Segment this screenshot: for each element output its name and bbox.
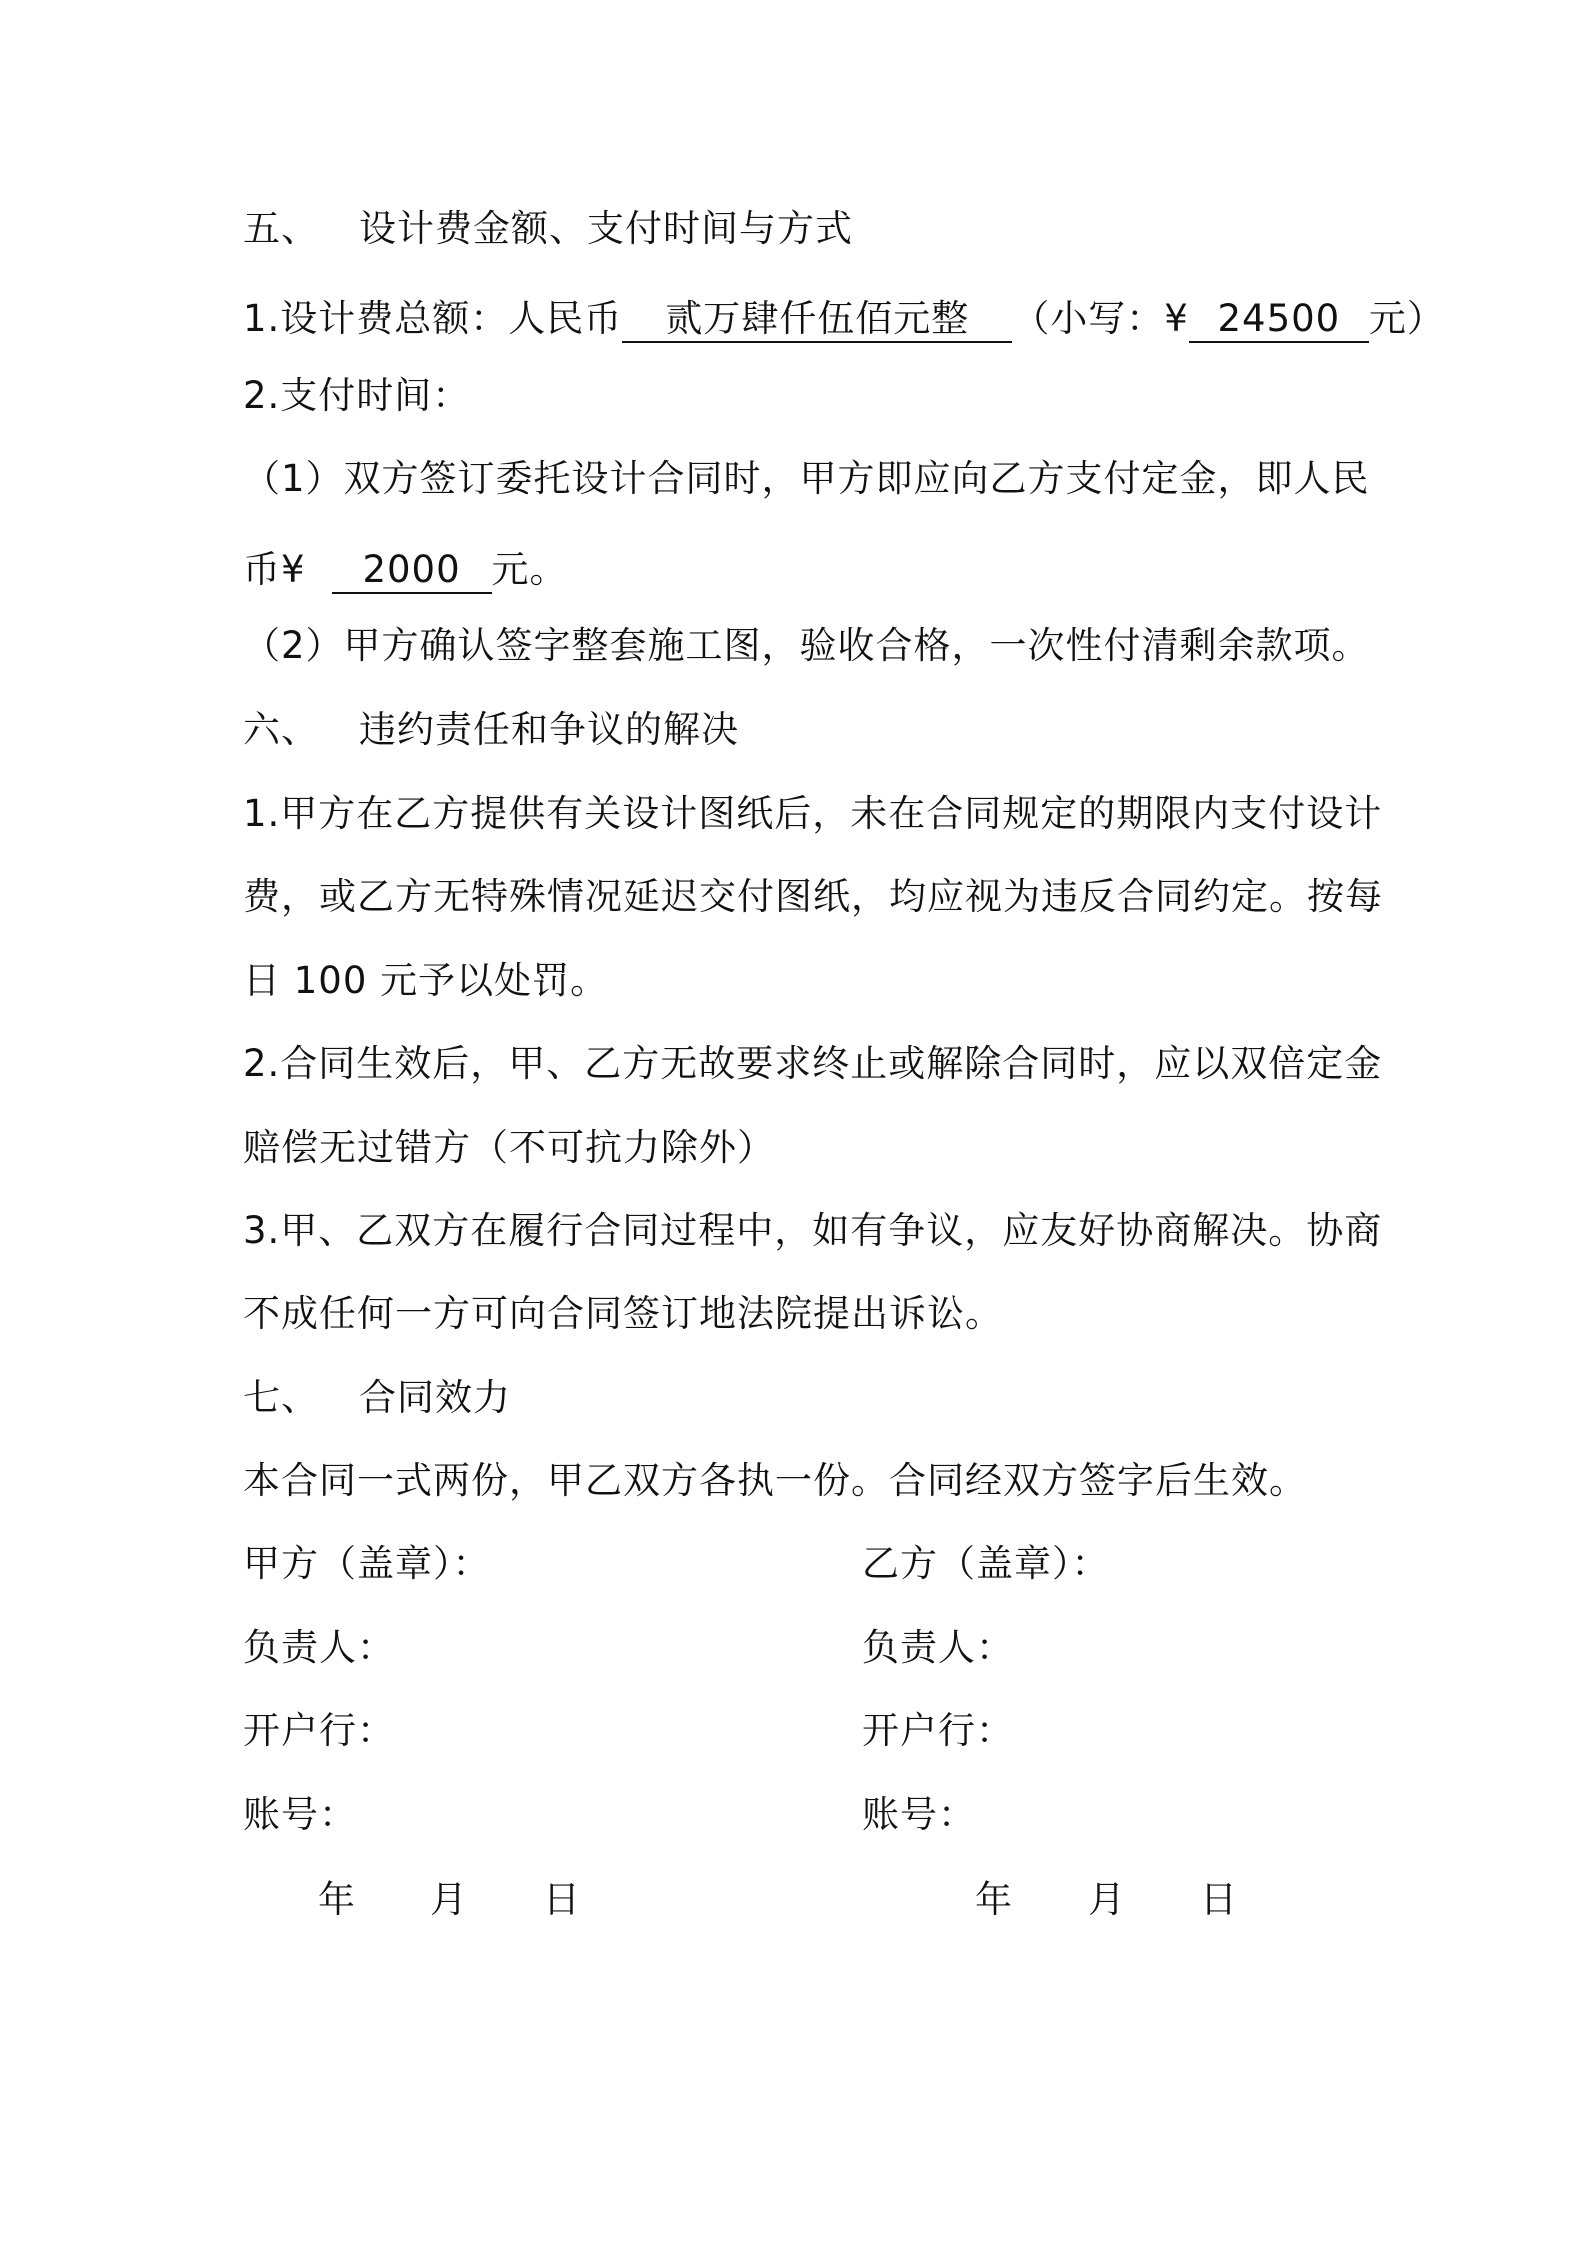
deposit-currency: 币¥ [243,548,306,591]
breach-clause-2-line-2: 赔偿无过错方（不可抗力除外） [243,1126,775,1169]
party-b-person: 负责人： [862,1626,1014,1669]
section-6-title: 违约责任和争议的解决 [359,708,739,751]
section-7-heading [243,1374,511,1422]
breach-clause-1-line-3: 日 100 元予以处罚。 [243,959,609,1002]
section-6-heading [243,706,739,754]
party-a-date-month: 月 [430,1878,468,1921]
section-7-title: 合同效力 [359,1376,511,1419]
fee-total-line [243,295,1445,343]
validity-clause: 本合同一式两份，甲乙双方各执一份。合同经双方签字后生效。 [243,1459,1307,1502]
breach-clause-1-line-1: 1.甲方在乙方提供有关设计图纸后，未在合同规定的期限内支付设计 [243,792,1383,835]
party-a-date-day: 日 [543,1878,581,1921]
party-b-bank: 开户行： [862,1709,1014,1752]
party-a-bank: 开户行： [243,1709,395,1752]
party-a-person: 负责人： [243,1626,395,1669]
party-a-seal: 甲方（盖章）： [243,1542,491,1585]
breach-clause-2-line-1: 2.合同生效后，甲、乙方无故要求终止或解除合同时，应以双倍定金 [243,1042,1383,1085]
party-b-date-year: 年 [975,1878,1013,1921]
fee-total-label: 1.设计费总额：人民币 [243,297,623,340]
breach-clause-1-line-2: 费，或乙方无特殊情况延迟交付图纸，均应视为违反合同约定。按每 [243,875,1383,918]
breach-clause-3-line-2: 不成任何一方可向合同签订地法院提出诉讼。 [243,1292,1003,1335]
fee-number-field: 24500 [1189,297,1369,343]
section-6-number: 六、 [243,708,319,751]
party-b-date-month: 月 [1088,1878,1126,1921]
pay-item-1-line-1: （1）双方签订委托设计合同时，甲方即应向乙方支付定金，即人民 [243,457,1370,500]
section-5-number: 五、 [243,207,319,250]
fee-small-label: （小写：¥ [1012,297,1189,340]
party-b-date-day: 日 [1200,1878,1238,1921]
party-a-account: 账号： [243,1793,357,1836]
deposit-suffix: 元。 [491,548,568,591]
pay-item-2: （2）甲方确认签字整套施工图，验收合格，一次性付清剩余款项。 [243,624,1370,667]
section-5-heading [243,205,853,253]
breach-clause-3-line-1: 3.甲、乙双方在履行合同过程中，如有争议，应友好协商解决。协商 [243,1209,1383,1252]
party-a-date-year: 年 [318,1878,356,1921]
party-b-account: 账号： [862,1793,976,1836]
section-5-title: 设计费金额、支付时间与方式 [359,207,853,250]
fee-words-field: 贰万肆仟伍佰元整 [622,297,1012,343]
fee-suffix: 元） [1368,297,1445,340]
pay-item-1-line-2 [243,546,568,594]
pay-time-heading: 2.支付时间： [243,374,471,417]
party-b-seal: 乙方（盖章）： [862,1542,1110,1585]
section-7-number: 七、 [243,1376,319,1419]
deposit-field: 2000 [332,548,492,594]
